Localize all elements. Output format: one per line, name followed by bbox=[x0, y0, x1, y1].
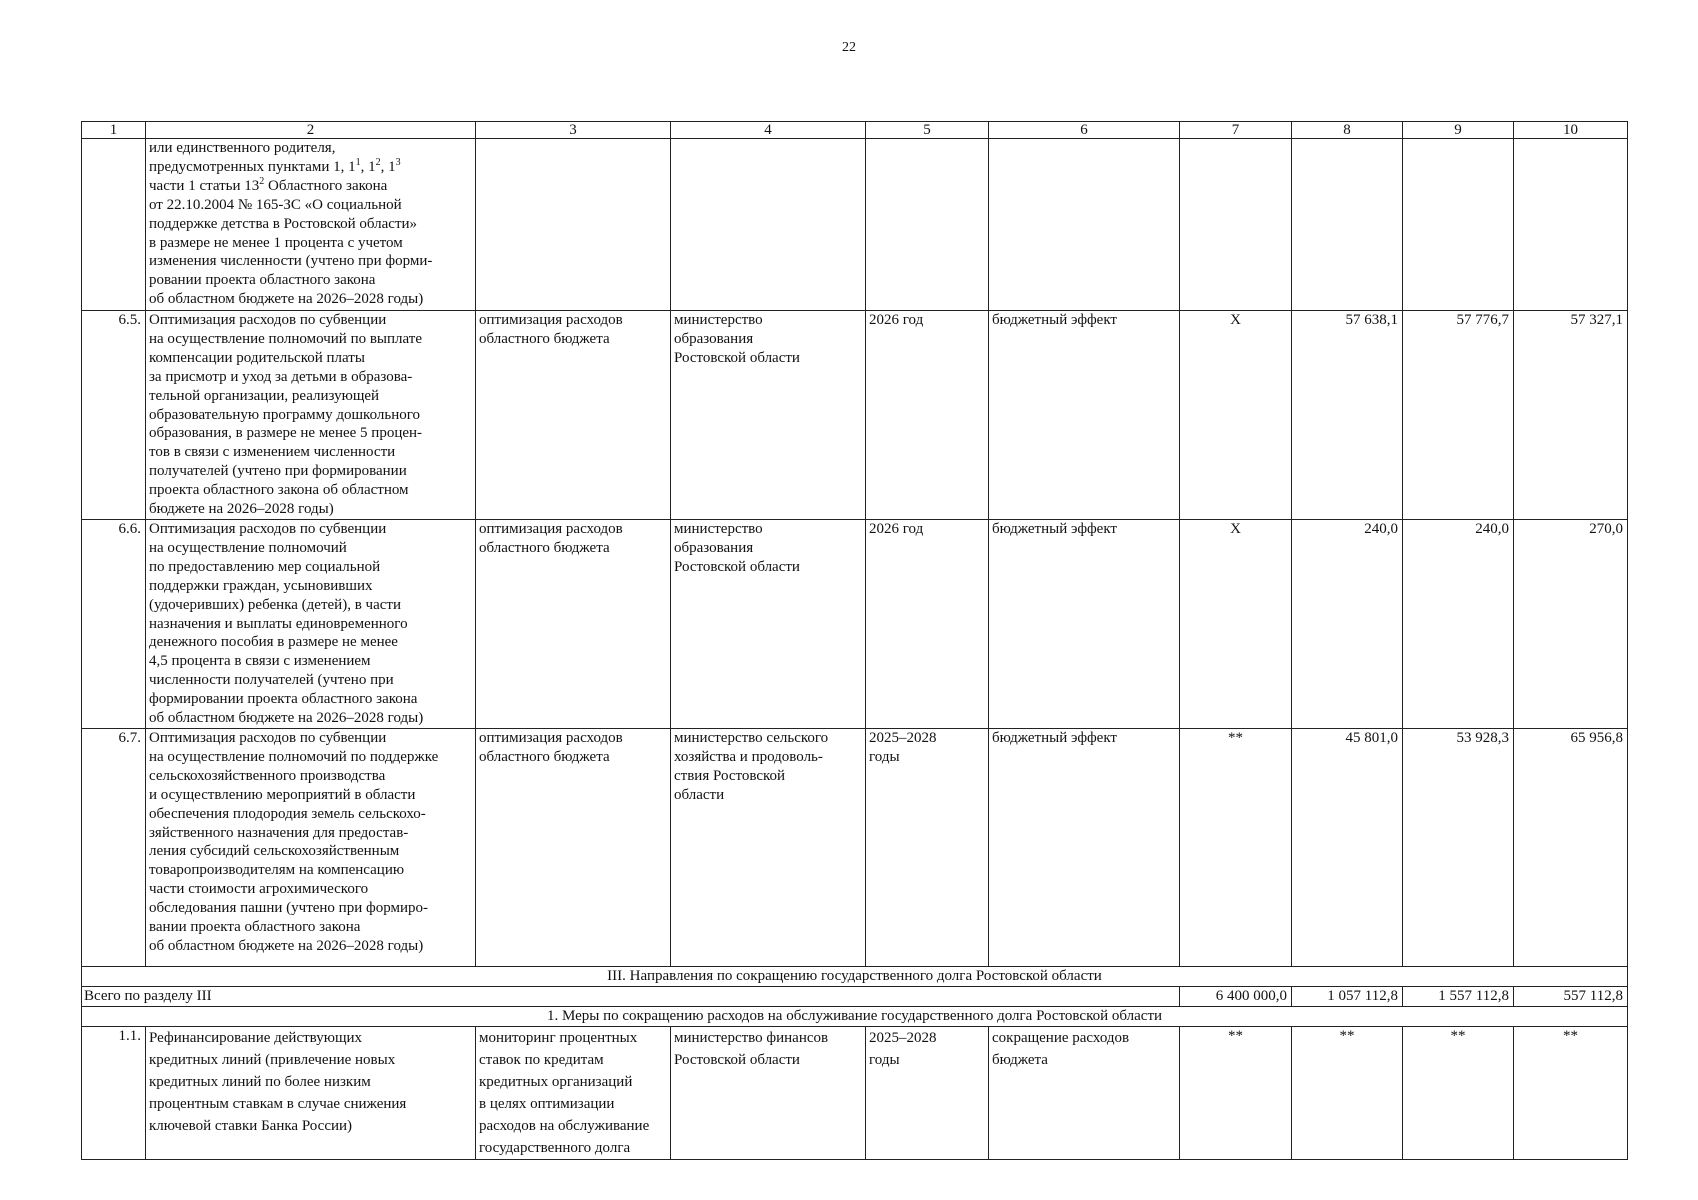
table-row bbox=[82, 139, 1628, 311]
measure-description: или единственного родителя, предусмотренных пунктами 1, $1^1$, $1^2$, $1^3$ части 1 статьи $13^2$ Областного закона от 22.10.2004 № 165-ЗС «О социальной поддержке детства в Ростовской области» в размере не менее 1 процента с учетом изменения численности (учтено при форми- ровании проекта областного закона об областном бюджете на 2026–2028 годы) bbox=[146, 139, 476, 311]
measure-type: оптимизация расходов областного бюджета bbox=[476, 311, 671, 520]
subsection-title-row bbox=[82, 1006, 1628, 1026]
value-col9: ** bbox=[1403, 1026, 1514, 1159]
measure-type: мониторинг процентных ставок по кредитам кредитных организаций в целях оптимизации расходов на обслуживание государственного долга bbox=[476, 1026, 671, 1159]
column-header: 3 bbox=[476, 122, 671, 139]
table-row bbox=[82, 1026, 1628, 1159]
column-header: 8 bbox=[1292, 122, 1403, 139]
table-row bbox=[82, 520, 1628, 729]
section-total-row bbox=[82, 986, 1628, 1006]
effect-type: сокращение расходов бюджета bbox=[989, 1026, 1180, 1159]
implementation-period: 2026 год bbox=[866, 311, 989, 520]
column-header: 7 bbox=[1180, 122, 1292, 139]
measure-type: оптимизация расходов областного бюджета bbox=[476, 729, 671, 967]
effect-type: бюджетный эффект bbox=[989, 520, 1180, 729]
value-col8: 57 638,1 bbox=[1292, 311, 1403, 520]
value-col7: ** bbox=[1180, 1026, 1292, 1159]
page-number: 22 bbox=[842, 40, 856, 55]
responsible-executor: министерство сельского хозяйства и продоволь- ствия Ростовской области bbox=[671, 729, 866, 967]
measure-description: Оптимизация расходов по субвенции на осуществление полномочий по предоставлению мер социальной поддержки граждан, усыновивших (удочеривших) ребенка (детей), в части назначения и выплаты единовременного денежного пособия в размере не менее 4,5 процента в связи с изменением численности получателей (учтено при формировании проекта областного закона об областном бюджете на 2026–2028 годы) bbox=[146, 520, 476, 729]
column-header: 2 bbox=[146, 122, 476, 139]
value-col8: 45 801,0 bbox=[1292, 729, 1403, 967]
value-col9: 240,0 bbox=[1403, 520, 1514, 729]
responsible-executor: министерство образования Ростовской области bbox=[671, 520, 866, 729]
measure-type: оптимизация расходов областного бюджета bbox=[476, 520, 671, 729]
total-col7: 6 400 000,0 bbox=[1180, 986, 1292, 1006]
row-number: 1.1. bbox=[82, 1026, 146, 1159]
value-col10: ** bbox=[1514, 1026, 1628, 1159]
value-col10: 57 327,1 bbox=[1514, 311, 1628, 520]
responsible-executor: министерство образования Ростовской области bbox=[671, 311, 866, 520]
value-col8: 240,0 bbox=[1292, 520, 1403, 729]
total-col9: 1 557 112,8 bbox=[1403, 986, 1514, 1006]
effect-type: бюджетный эффект bbox=[989, 311, 1180, 520]
value-col7: ** bbox=[1180, 729, 1292, 967]
value-col8: ** bbox=[1292, 1026, 1403, 1159]
value-col7: X bbox=[1180, 311, 1292, 520]
table-row bbox=[82, 311, 1628, 520]
value-col10: 65 956,8 bbox=[1514, 729, 1628, 967]
column-header: 4 bbox=[671, 122, 866, 139]
row-number: 6.6. bbox=[82, 520, 146, 729]
column-header: 10 bbox=[1514, 122, 1628, 139]
value-col7: X bbox=[1180, 520, 1292, 729]
column-header: 5 bbox=[866, 122, 989, 139]
section-total-label: Всего по разделу III bbox=[82, 986, 1180, 1006]
value-col9: 57 776,7 bbox=[1403, 311, 1514, 520]
implementation-period: 2025–2028 годы bbox=[866, 729, 989, 967]
measure-description: Оптимизация расходов по субвенции на осуществление полномочий по поддержке сельскохозяйственного производства и осуществлению мероприятий в области обеспечения плодородия земель сельскохо- зяйственного назначения для предостав- ления субсидий сельскохозяйственным товаропроизводителям на компенсацию части стоимости агрохимического обследования пашни (учтено при формиро- вании проекта областного закона об областном бюджете на 2026–2028 годы) bbox=[146, 729, 476, 967]
value-col9: 53 928,3 bbox=[1403, 729, 1514, 967]
responsible-executor: министерство финансов Ростовской области bbox=[671, 1026, 866, 1159]
table-row bbox=[82, 729, 1628, 967]
budget-measures-table bbox=[81, 121, 1628, 1160]
section-title-row bbox=[82, 967, 1628, 987]
row-number: 6.7. bbox=[82, 729, 146, 967]
value-col10: 270,0 bbox=[1514, 520, 1628, 729]
section-title: III. Направления по сокращению государственного долга Ростовской области bbox=[82, 967, 1628, 987]
row-number: 6.5. bbox=[82, 311, 146, 520]
total-col8: 1 057 112,8 bbox=[1292, 986, 1403, 1006]
column-header: 9 bbox=[1403, 122, 1514, 139]
measure-description: Оптимизация расходов по субвенции на осуществление полномочий по выплате компенсации родительской платы за присмотр и уход за детьми в образова- тельной организации, реализующей образовательную программу дошкольного образования, в размере не менее 5 процен- тов в связи с изменением численности получателей (учтено при формировании проекта областного закона об областном бюджете на 2026–2028 годы) bbox=[146, 311, 476, 520]
column-number-row bbox=[82, 122, 1628, 139]
effect-type: бюджетный эффект bbox=[989, 729, 1180, 967]
subsection-title: 1. Меры по сокращению расходов на обслуживание государственного долга Ростовской области bbox=[82, 1006, 1628, 1026]
implementation-period: 2025–2028 годы bbox=[866, 1026, 989, 1159]
implementation-period: 2026 год bbox=[866, 520, 989, 729]
column-header: 6 bbox=[989, 122, 1180, 139]
column-header: 1 bbox=[82, 122, 146, 139]
total-col10: 557 112,8 bbox=[1514, 986, 1628, 1006]
measure-description: Рефинансирование действующих кредитных линий (привлечение новых кредитных линий по более низким процентным ставкам в случае снижения ключевой ставки Банка России) bbox=[146, 1026, 476, 1159]
